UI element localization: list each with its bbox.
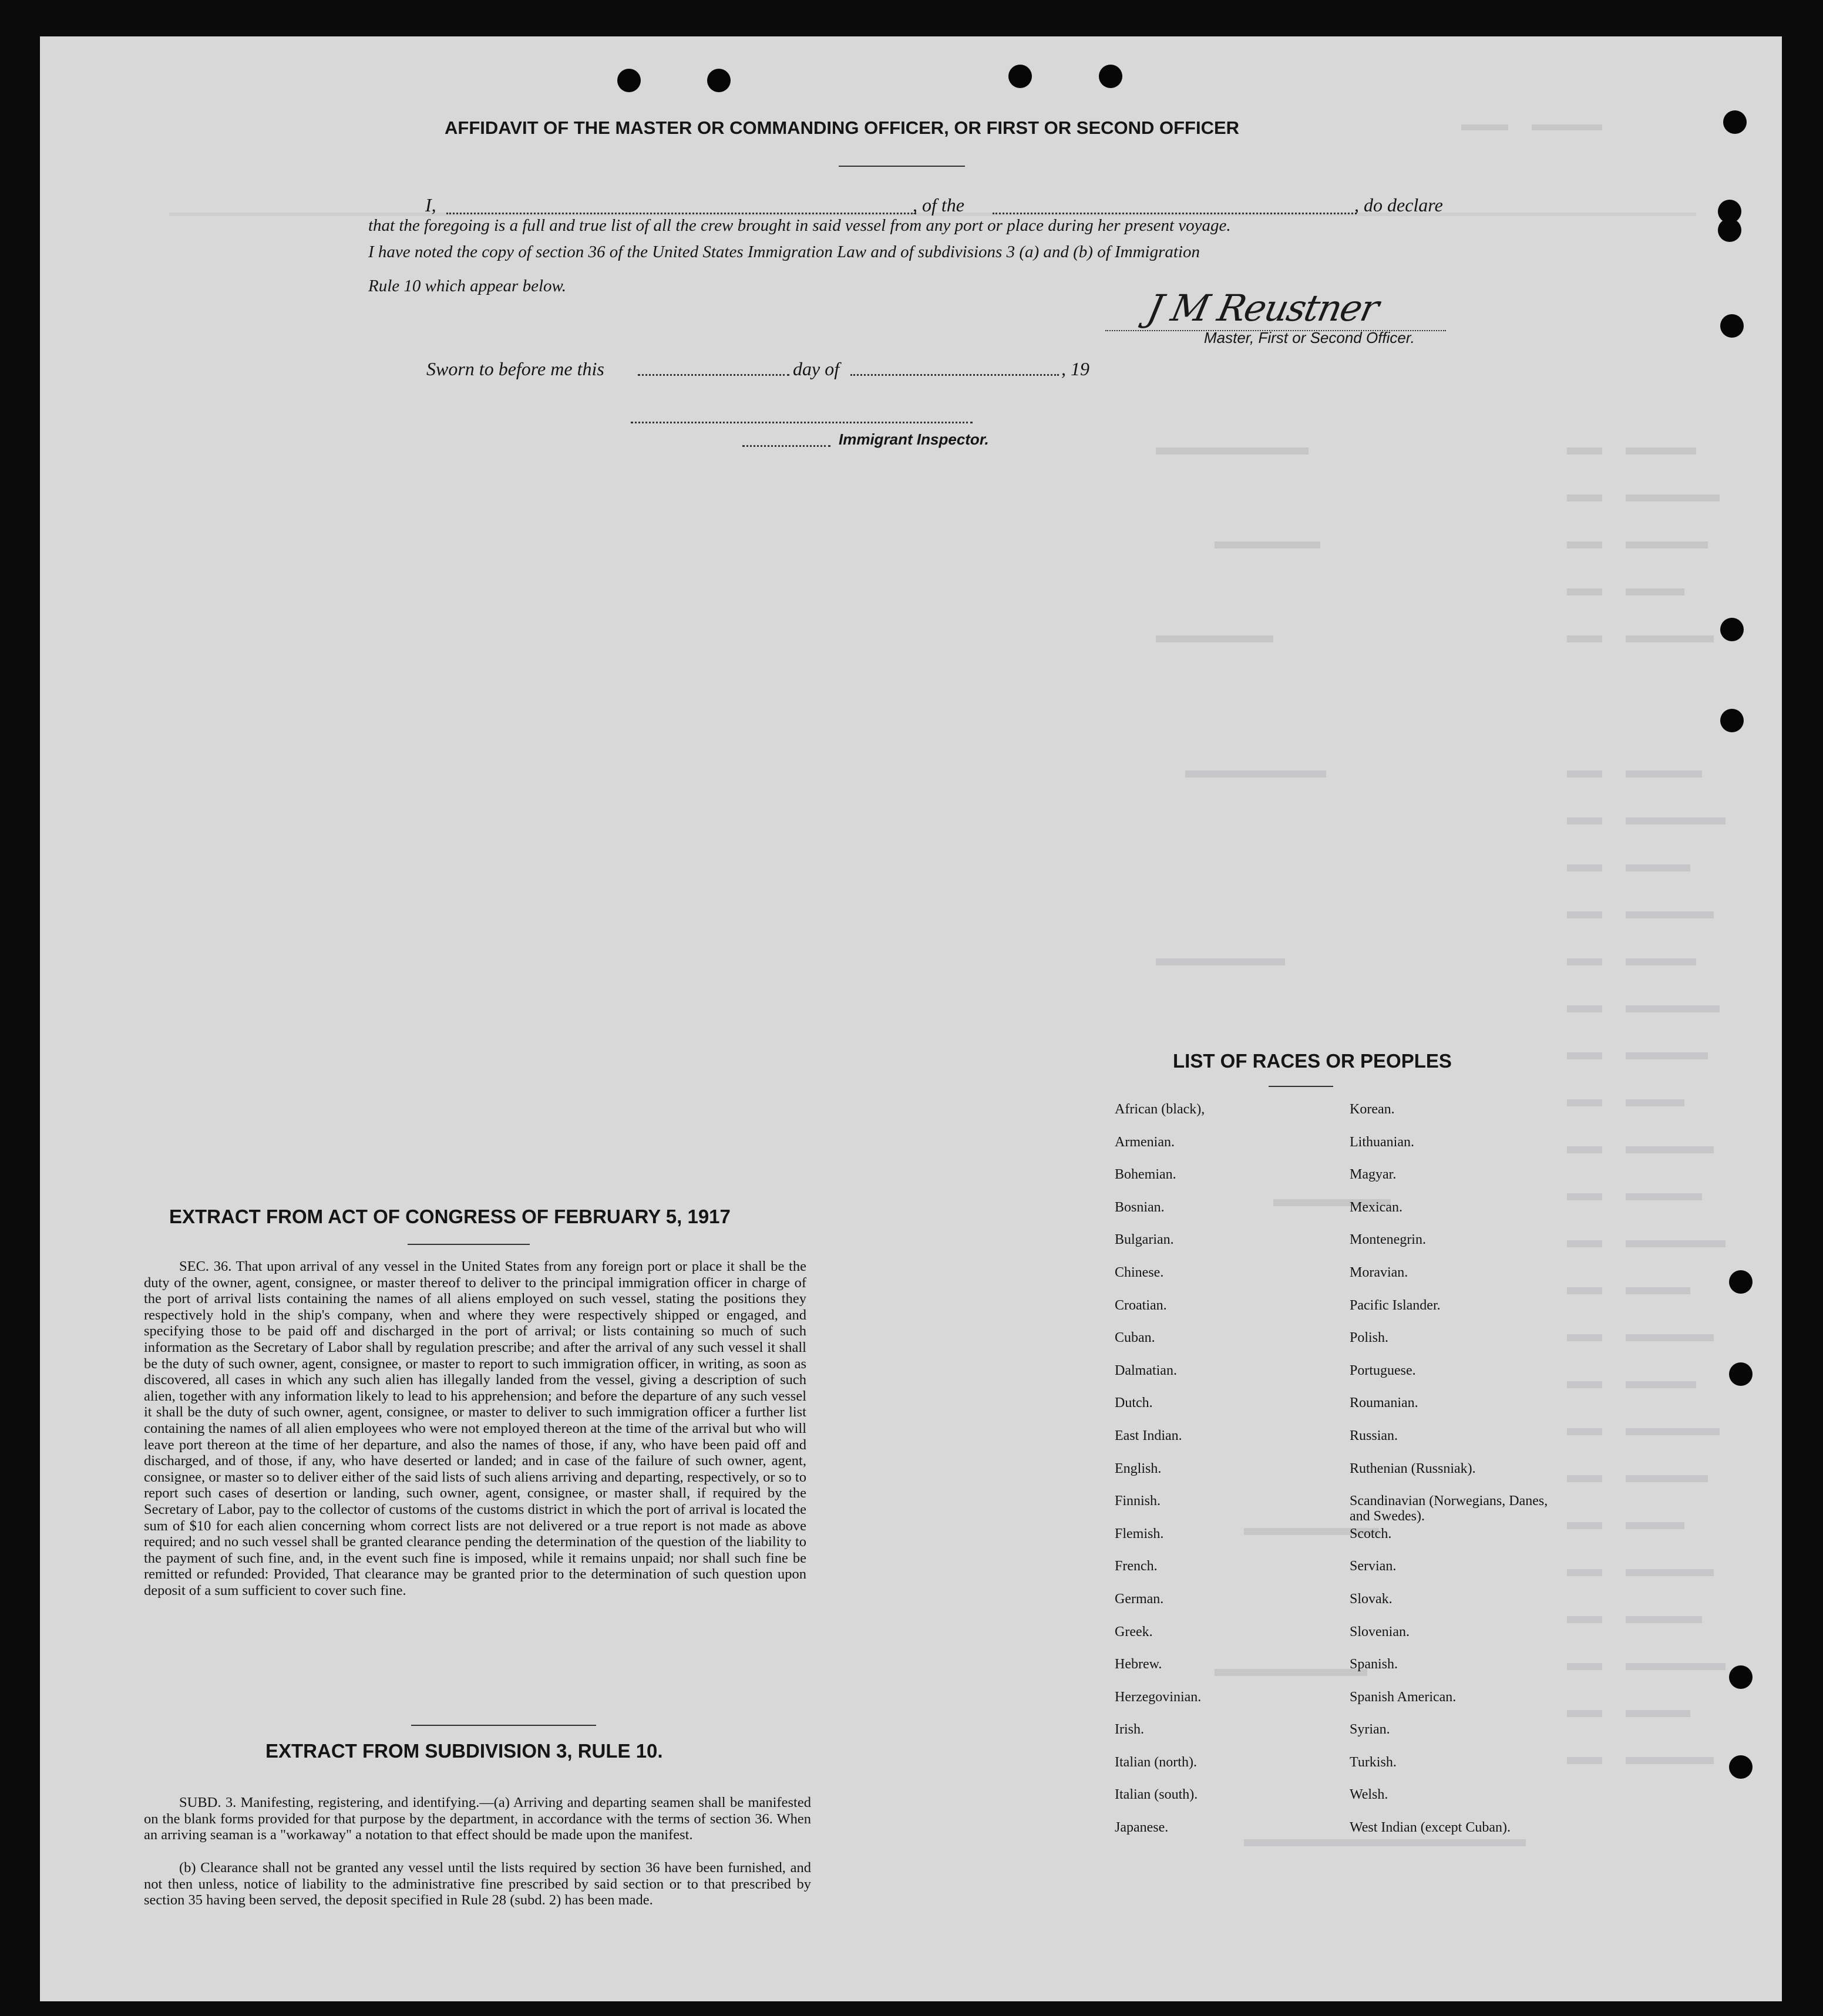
race-item: Slovenian. [1350, 1624, 1410, 1640]
title-divider [839, 166, 965, 167]
race-item: Lithuanian. [1350, 1134, 1414, 1150]
race-item: Polish. [1350, 1330, 1389, 1346]
race-item: Armenian. [1115, 1134, 1175, 1150]
race-item: Herzegovinian. [1115, 1689, 1202, 1705]
race-item: Welsh. [1350, 1787, 1388, 1803]
affidavit-line-i: I, [425, 194, 436, 216]
extract-rule-title: EXTRACT FROM SUBDIVISION 3, RULE 10. [265, 1740, 663, 1762]
section-divider [411, 1725, 596, 1726]
inspector-caption: Immigrant Inspector. [839, 430, 989, 448]
extract-act-title: EXTRACT FROM ACT OF CONGRESS OF FEBRUARY 5, 1917 [169, 1206, 731, 1227]
signature: J M Reustner [1143, 287, 1382, 329]
signature-caption: Master, First or Second Officer. [1204, 329, 1415, 346]
inspector-prefix-line [742, 445, 830, 447]
race-item: West Indian (except Cuban). [1350, 1820, 1511, 1836]
sworn-day-blank [638, 374, 789, 376]
race-item: Servian. [1350, 1559, 1397, 1574]
race-item: Pacific Islander. [1350, 1297, 1441, 1313]
race-item: Italian (south). [1115, 1787, 1198, 1803]
sworn-text: Sworn to before me this [426, 358, 604, 379]
affidavit-line-4: Rule 10 which appear below. [368, 277, 566, 295]
race-item: East Indian. [1115, 1428, 1182, 1443]
race-item: Finnish. [1115, 1493, 1161, 1509]
race-item: Chinese. [1115, 1264, 1164, 1280]
race-item: Ruthenian (Russniak). [1350, 1460, 1476, 1476]
race-item: English. [1115, 1460, 1162, 1476]
races-list [1115, 1102, 1585, 1865]
sworn-day-of: day of [793, 358, 840, 379]
affidavit-line-3: I have noted the copy of section 36 of the United States Immigration Law and of subdivisions 3 (a) and (b) of Immigration [368, 243, 1200, 261]
name-blank [446, 213, 916, 214]
sworn-month-blank [850, 374, 1059, 376]
races-divider [1269, 1086, 1333, 1087]
extract-act-divider [408, 1244, 530, 1245]
race-item: Scotch. [1350, 1526, 1392, 1542]
race-item: Magyar. [1350, 1167, 1397, 1183]
race-item: Montenegrin. [1350, 1232, 1426, 1248]
race-item: Croatian. [1115, 1297, 1167, 1313]
race-item: Bosnian. [1115, 1199, 1165, 1215]
race-item: Mexican. [1350, 1199, 1402, 1215]
race-item: Russian. [1350, 1428, 1398, 1443]
race-item: Bohemian. [1115, 1167, 1176, 1183]
race-item: Moravian. [1350, 1264, 1408, 1280]
race-item: Roumanian. [1350, 1395, 1418, 1411]
affidavit-line-of: , of the [913, 194, 964, 216]
sworn-year: , 19 [1061, 358, 1089, 379]
extract-act-text: SEC. 36. That upon arrival of any vessel in the United States from any foreign port or place it shall be the duty of the owner, agent, consignee, or master thereof to deliver to the principal immigration officer in charge of the port of arrival lists containing the names of all aliens employed on such vessel, stating the positions they respectively hold in the ship's company, when and where they were respectively shipped or engaged, and specifying those to be paid off and discharged in the port of arrival; or lists containing so much of such information as the Secretary of Labor shall by regulation prescribe; and after the arrival of any such vessel it shall be the duty of such owner, agent, consignee, or master to report to such immigration officer, in writing, as soon as discovered, all cases in which any such alien has illegally landed from the vessel, giving a description of such alien, together with any information likely to lead to his apprehension; and before the departure of any such vessel it shall be the duty of such owner, agent, consignee, or master to deliver to such immigration officer a further list containing the names of all alien employees who were not employed thereon at the time of the arrival but who will leave port thereon at the time of her departure, and also the names of those, if any, who have been paid off and discharged, and of those, if any, who have deserted or landed; and in case of the failure of such owner, agent, consignee, or master so to deliver either of the said lists of such aliens arriving and departing, respectively, or so to report such cases of desertion or landing, such owner, agent, consignee, or master shall, if required by the Secretary of Labor, pay to the collector of customs of the customs district in which the port of arrival is located the sum of $10 for each alien concerning whom correct lists are not delivered or a true report is not made as above required; and no such vessel shall be granted clearance pending the determination of the question of the liability to the payment of such fine, and, in the event such fine is imposed, while it remains unpaid; nor shall such fine be remitted or refunded: Provided, That clearance may be granted prior to the determination of such question upon deposit of a sum sufficient to cover such fine. [144, 1258, 806, 1598]
race-item: Syrian. [1350, 1722, 1390, 1738]
race-item: Dutch. [1115, 1395, 1153, 1411]
race-item: Portuguese. [1350, 1362, 1416, 1378]
race-item: Bulgarian. [1115, 1232, 1174, 1248]
vessel-blank [993, 213, 1357, 214]
race-item: Hebrew. [1115, 1657, 1162, 1672]
affidavit-line-declare: , do declare [1354, 194, 1443, 216]
race-item: Turkish. [1350, 1754, 1397, 1770]
race-item: Japanese. [1115, 1820, 1169, 1836]
race-item: Cuban. [1115, 1330, 1155, 1346]
race-item: Korean. [1350, 1102, 1395, 1117]
race-item: French. [1115, 1559, 1158, 1574]
races-left-column [1115, 1102, 1205, 1853]
affidavit-title: AFFIDAVIT OF THE MASTER OR COMMANDING OFFICER, OR FIRST OR SECOND OFFICER [445, 117, 1240, 138]
affidavit-line-2: that the foregoing is a full and true list of all the crew brought in said vessel from any port or place during her present voyage. [368, 216, 1231, 235]
race-item: Spanish. [1350, 1657, 1398, 1672]
race-item: Greek. [1115, 1624, 1153, 1640]
extract-rule-subd-a: SUBD. 3. Manifesting, registering, and identifying.—(a) Arriving and departing seamen shall be manifested on the blank forms provided for that purpose by the department, in accordance with the terms of section 36. When an arriving seaman is a "workaway" a notation to that effect should be made upon the manifest. [144, 1795, 811, 1843]
race-item: Dalmatian. [1115, 1362, 1177, 1378]
extract-rule-subd-b: (b) Clearance shall not be granted any vessel until the lists required by section 36 have been furnished, and not then unless, notice of liability to the administrative fine prescribed by said section or to that prescribed by section 35 having been served, the deposit specified in Rule 28 (subd. 2) has been made. [144, 1860, 811, 1909]
race-item: Scandinavian (Norwegians, Danes, and Swedes). [1350, 1493, 1548, 1524]
race-item: Irish. [1115, 1722, 1144, 1738]
race-item: Italian (north). [1115, 1754, 1197, 1770]
race-item: Slovak. [1350, 1591, 1393, 1607]
inspector-line [631, 422, 973, 423]
race-item: German. [1115, 1591, 1164, 1607]
race-item: Flemish. [1115, 1526, 1164, 1542]
race-item: African (black), [1115, 1102, 1205, 1117]
race-item: Spanish American. [1350, 1689, 1457, 1705]
races-right-column [1350, 1102, 1561, 1853]
races-title: LIST OF RACES OR PEOPLES [1173, 1050, 1452, 1072]
